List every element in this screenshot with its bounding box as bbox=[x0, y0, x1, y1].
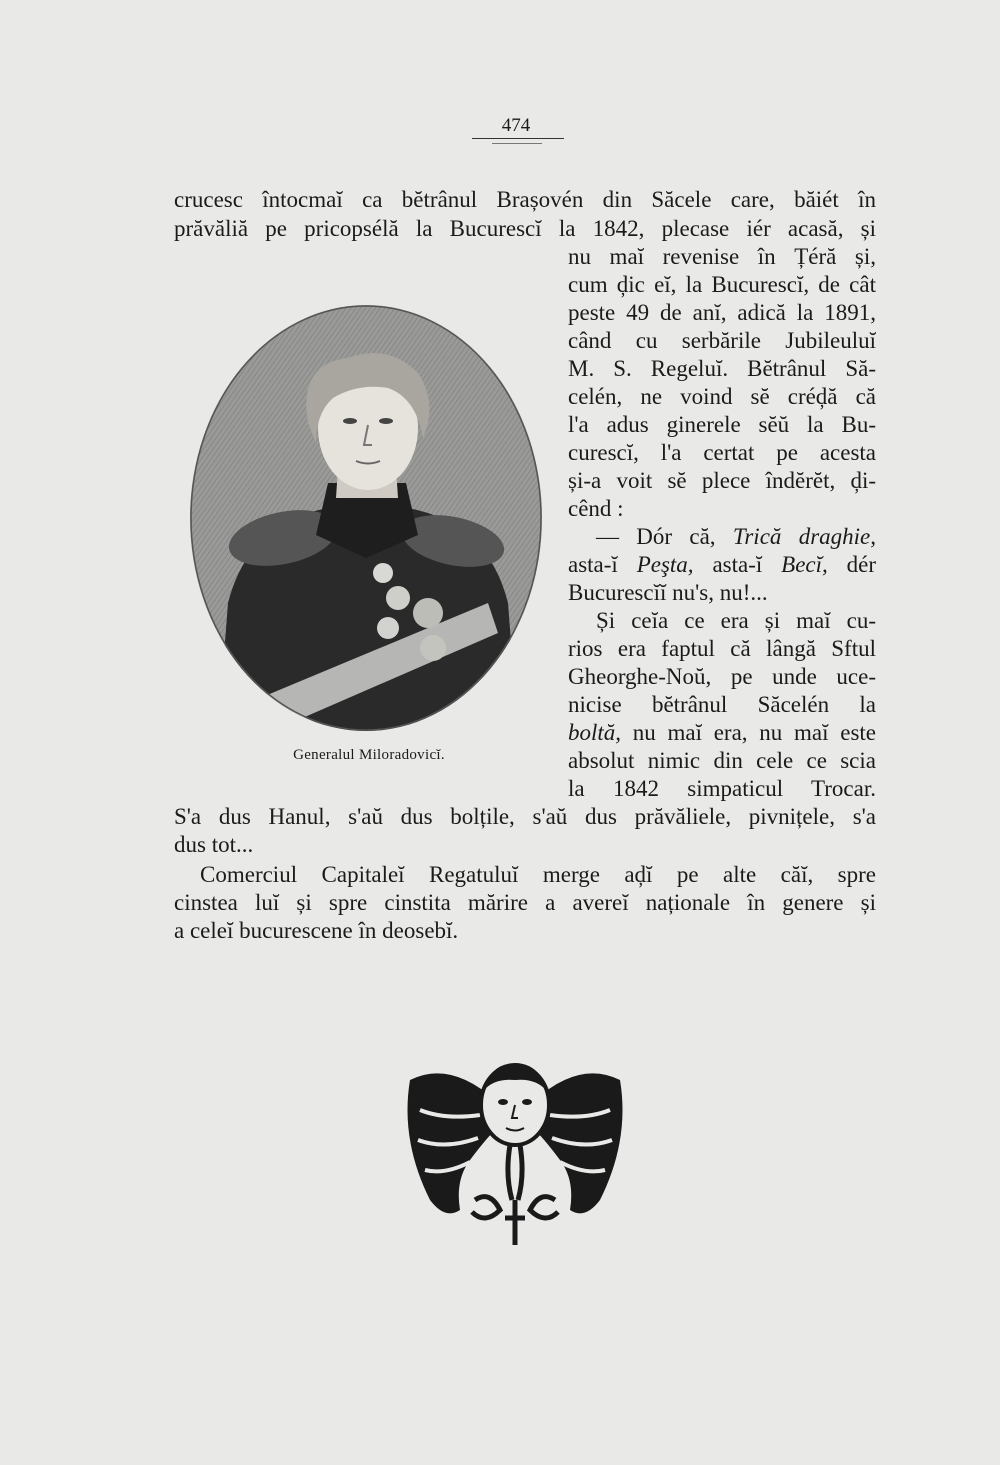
cherub-ornament bbox=[400, 1050, 630, 1250]
quote-text: asta-ĭ bbox=[693, 552, 782, 577]
column-line: curescĭ, l'a certat pe acesta bbox=[568, 440, 876, 465]
body-line: Comerciul Capitaleĭ Regatuluĭ merge aḑĭ pe alte căĭ, spre bbox=[200, 862, 876, 887]
body-line: dus tot... bbox=[174, 832, 254, 857]
page-number-rule bbox=[472, 138, 564, 139]
column-line: când cu serbările Jubileuluĭ bbox=[568, 328, 876, 353]
quote-line-2 bbox=[568, 551, 876, 579]
column-line: cum ḑic eĭ, la Bucurescĭ, de cât bbox=[568, 272, 876, 297]
page-number-rule-short bbox=[492, 143, 542, 144]
body-line: prăvăliă pe pricopsélă la Bucurescĭ la 1842, plecase iér acasă, și bbox=[174, 216, 876, 241]
body-line: a celeĭ bucurescene în deosebĭ. bbox=[174, 918, 459, 943]
quote-italic: Trică draghie, bbox=[732, 524, 876, 549]
column-line bbox=[568, 719, 876, 747]
page-number: 474 bbox=[501, 115, 531, 136]
column-line: l'a adus ginerele sĕŭ la Bu- bbox=[568, 412, 876, 437]
column-line: Gheorghe-Noŭ, pe unde uce- bbox=[568, 664, 876, 689]
column-line: rios era faptul că lângă Sftul bbox=[568, 636, 876, 661]
italic-word: boltă, bbox=[568, 720, 622, 745]
body-line: crucesc întocmaĭ ca bĕtrânul Brașovén din Săcele care, băiét în bbox=[174, 187, 876, 212]
quote-line-3: Bucurescĭĭ nu's, nu!... bbox=[568, 580, 768, 605]
column-line: nicise bĕtrânul Săcelén la bbox=[568, 692, 876, 717]
column-line: celén, ne voind sĕ créḑă că bbox=[568, 384, 876, 409]
column-line: la 1842 simpaticul Trocar. bbox=[568, 776, 876, 801]
quote-italic: Peşta, bbox=[636, 552, 694, 577]
column-line: și-a voit sĕ plece îndĕrĕt, ḑi- bbox=[568, 468, 876, 493]
column-line: peste 49 de anĭ, adică la 1891, bbox=[568, 300, 876, 325]
quote-text: — Dór că, bbox=[596, 524, 733, 549]
portrait-image bbox=[188, 303, 544, 733]
quote-italic: Becĭ, bbox=[781, 552, 828, 577]
quote-text: dér bbox=[827, 552, 877, 577]
column-line: absolut nimic din cele ce scia bbox=[568, 748, 876, 773]
column-line: cênd : bbox=[568, 496, 624, 521]
column-line: Și ceĭa ce era și maĭ cu- bbox=[596, 608, 876, 633]
body-line: cinstea luĭ și spre cinstita mărire a avereĭ naționale în genere și bbox=[174, 890, 876, 915]
column-line: M. S. Regeluĭ. Bĕtrânul Să- bbox=[568, 356, 876, 381]
column-text: nu maĭ era, nu maĭ este bbox=[621, 720, 876, 745]
portrait-caption: Generalul Miloradovicĭ. bbox=[293, 747, 445, 763]
body-line: S'a dus Hanul, s'aŭ dus bolțile, s'aŭ dus prăvăliele, pivnițele, s'a bbox=[174, 804, 876, 829]
column-line: nu maĭ revenise în Țéră și, bbox=[568, 244, 876, 269]
quote-line-1 bbox=[596, 523, 876, 551]
quote-text: asta-ĭ bbox=[568, 552, 637, 577]
